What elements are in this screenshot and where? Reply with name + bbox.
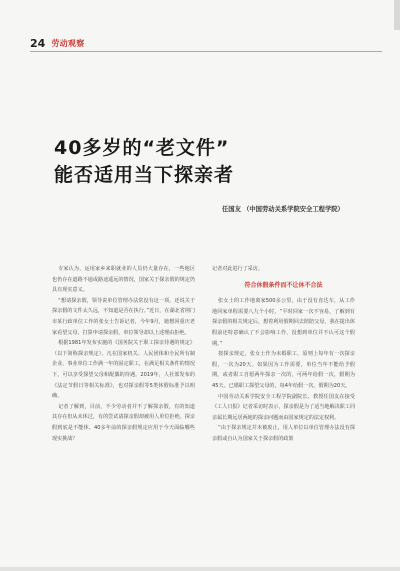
author-byline: 任国友 （中国劳动关系学院安全工程学院） bbox=[222, 206, 344, 213]
article-title bbox=[54, 135, 234, 189]
paragraph: “由于探亲规定并未被废止，用人单位以单位管理办法没有探亲假或自认为国家关于探亲假的政策 bbox=[212, 425, 355, 442]
paragraph: 按探亲规定，张女士作为未婚职工，原则上每年有一次探亲假，一次为20天。如果因为工作需要，单位当年不能给予假期，或者职工自愿两年探亲一次的，可两年给假一次，假期为45天。已婚职工探望父母的，每4年给假一次，假期为20天。 bbox=[212, 351, 355, 389]
page-number: 24 bbox=[30, 36, 46, 50]
paragraph: “想请探亲假，领导说单位管理办法常没有这一项，还说关于探亲假的文件太久远，不知道是否在执行。”近日，在湖北省荆门市某行政单位工作的张女士告诉记者，今年9月，她想回重庆老家看望父母，打算申请探亲假，单位领导却以上述理由拒绝。 bbox=[52, 297, 195, 336]
subheading: 符合休假条件而不让休不合法 bbox=[244, 281, 323, 289]
paragraph: 中国劳动关系学院安全工程学院副院长、教授任国友在接受《工人日报》记者采访时表示，探亲假是为了适当地解决职工同亲属长期远居两地的探亲问题而由国家规定的法定权利。 bbox=[212, 393, 355, 421]
paragraph: 记者对此进行了采访。 bbox=[212, 266, 263, 272]
header-divider bbox=[30, 51, 382, 52]
page-corner bbox=[394, 0, 400, 30]
title-line-1: 40多岁的“老文件” bbox=[54, 137, 230, 159]
paragraph: 记者了解到，目前，不少劳动者并不了解探亲假，有的知道其存在但从未休过，有的尝试请探亲假却被用人单位拒绝。探亲假到底是不能休、40多年前的探亲假规定应用于今天面临哪些现实挑战？ bbox=[52, 403, 195, 442]
paragraph: 专家认为，运用家乡来职就业的人员仍大量存在，一些地区也仍存在道路不通或路途遥远的情况，国家关于探亲假的规定仍具有现实意义。 bbox=[52, 266, 195, 294]
right-column bbox=[212, 264, 355, 445]
page-bottom-edge bbox=[0, 567, 400, 571]
paragraph: 根据1981年发布实施的《国务院关于职工探亲待遇的规定》（以下简称探亲规定），凡在国家机关、人民团体和全民所有制企业、事业单位工作满一年的固定职工，在满足相关条件的情况下，可以享受探望父母和配偶的待遇。2019年，人社部发布的《法定节假日等相关标准》，也对探亲假等5类休假标准予以明确。 bbox=[52, 340, 195, 400]
running-header bbox=[30, 36, 85, 50]
left-column bbox=[52, 264, 195, 444]
paragraph: 张女士的工作地离家500多公里，由于没有直达车，从工作地回家单程需要八九个小时，“平时回家一次不容易，了解到有探亲假的相关规定后，想着利用假期回去陪陪父母，我在提出休假前还特意确认了不会影响工作，没想到单位并不认可这个假期。” bbox=[212, 298, 355, 347]
title-line-2: 能否适用当下探亲者 bbox=[54, 164, 235, 186]
section-name: 劳动观察 bbox=[51, 38, 85, 48]
